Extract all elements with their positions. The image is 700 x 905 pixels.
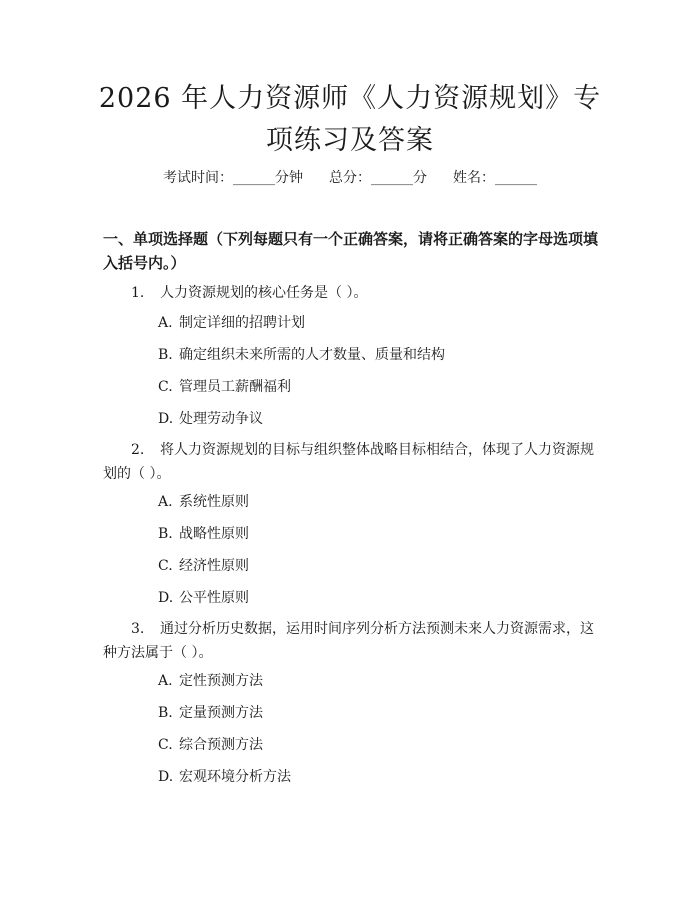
- option-text: 系统性原则: [179, 494, 249, 510]
- question-text: 通过分析历史数据，运用时间序列分析方法预测未来人力资源需求，这种方法属于（ ）。: [103, 621, 594, 661]
- total-score-label: 总分：______分: [329, 170, 427, 186]
- option-text: 经济性原则: [179, 558, 249, 574]
- option-letter: C.: [158, 558, 173, 574]
- question-2-option-c: [158, 556, 249, 576]
- option-letter: D.: [158, 411, 174, 427]
- question-number: 1.: [131, 285, 145, 301]
- question-number: 3.: [131, 621, 145, 637]
- question-1-option-a: [158, 313, 305, 333]
- question-2-option-b: [158, 524, 249, 544]
- option-text: 定量预测方法: [179, 705, 263, 721]
- option-letter: A.: [158, 494, 173, 510]
- exam-time-label: 考试时间：______分钟: [163, 170, 303, 186]
- option-letter: B.: [158, 526, 173, 542]
- option-letter: A.: [158, 673, 173, 689]
- option-letter: D.: [158, 590, 174, 606]
- question-3-option-c: [158, 735, 263, 755]
- question-2-option-a: [158, 492, 249, 512]
- question-1-option-d: [158, 409, 263, 429]
- question-number: 2.: [131, 442, 145, 458]
- question-text: 人力资源规划的核心任务是（ ）。: [160, 285, 368, 301]
- question-3-option-b: [158, 703, 263, 723]
- question-1-option-b: [158, 345, 445, 365]
- section-heading: 一、单项选择题（下列每题只有一个正确答案，请将正确答案的字母选项填入括号内。）: [103, 230, 599, 272]
- option-letter: C.: [158, 379, 173, 395]
- student-name-label: 姓名：______: [453, 170, 537, 186]
- question-3-option-a: [158, 671, 263, 691]
- question-1-stem: [103, 281, 603, 305]
- option-letter: B.: [158, 347, 173, 363]
- option-letter: C.: [158, 737, 173, 753]
- question-2-option-d: [158, 588, 249, 608]
- option-text: 管理员工薪酬福利: [179, 379, 291, 395]
- option-text: 确定组织未来所需的人才数量、质量和结构: [179, 347, 445, 363]
- question-text: 将人力资源规划的目标与组织整体战略目标相结合，体现了人力资源规划的（ ）。: [103, 442, 594, 482]
- option-text: 制定详细的招聘计划: [179, 315, 305, 331]
- option-text: 公平性原则: [179, 590, 249, 606]
- question-3-stem: [103, 617, 603, 665]
- question-1-option-c: [158, 377, 291, 397]
- question-2-stem: [103, 438, 603, 486]
- option-letter: D.: [158, 769, 174, 785]
- option-text: 宏观环境分析方法: [179, 769, 291, 785]
- option-text: 处理劳动争议: [179, 411, 263, 427]
- option-letter: A.: [158, 315, 173, 331]
- question-3-option-d: [158, 767, 291, 787]
- exam-info-line: [0, 168, 700, 188]
- option-letter: B.: [158, 705, 173, 721]
- option-text: 战略性原则: [179, 526, 249, 542]
- option-text: 综合预测方法: [179, 737, 263, 753]
- document-title: 2026 年人力资源师《人力资源规划》专项练习及答案: [98, 83, 602, 156]
- option-text: 定性预测方法: [179, 673, 263, 689]
